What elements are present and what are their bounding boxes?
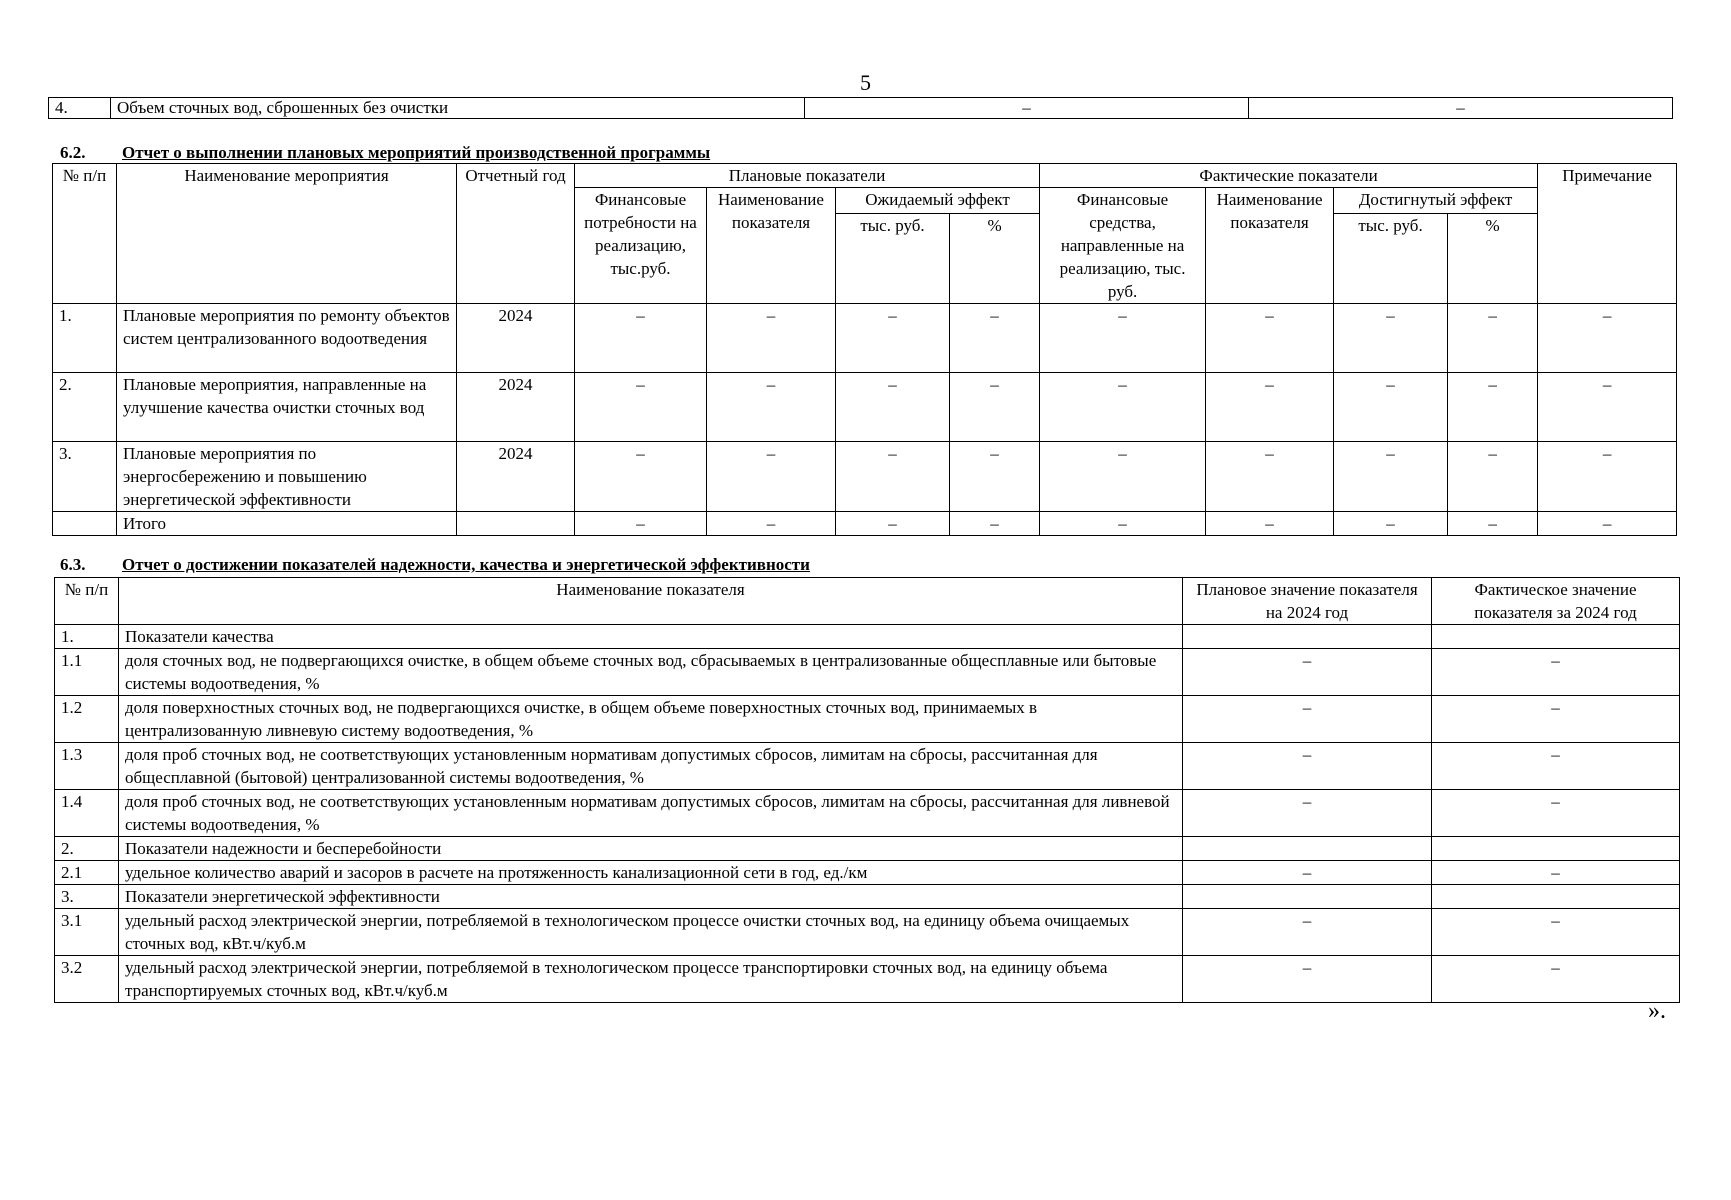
row-fact: – xyxy=(1432,649,1680,696)
row-name: Плановые мероприятия по энергосбережению и повышению энергетической эффективности xyxy=(117,442,457,512)
table-row xyxy=(55,649,1680,696)
row-value: – xyxy=(707,512,836,536)
measures-table xyxy=(52,163,1677,536)
header-plan-effect: Ожидаемый эффект xyxy=(836,188,1040,214)
row-value: – xyxy=(1334,304,1448,373)
row-value: – xyxy=(1334,373,1448,442)
row-value: – xyxy=(707,373,836,442)
row-value: – xyxy=(1334,512,1448,536)
row-value: – xyxy=(950,442,1040,512)
row-num: 2. xyxy=(55,837,119,861)
row-value: – xyxy=(1040,512,1206,536)
header-fact: Фактическое значение показателя за 2024 год xyxy=(1432,578,1680,625)
header-act-rub: тыс. руб. xyxy=(1334,214,1448,304)
row-fact: – xyxy=(1432,861,1680,885)
header-plan-fin: Финансовые потребности на реализацию, тыс.руб. xyxy=(575,188,707,304)
row-year: 2024 xyxy=(457,304,575,373)
row-value: – xyxy=(1538,442,1677,512)
row-year: 2024 xyxy=(457,442,575,512)
row-plan xyxy=(1183,885,1432,909)
section-number: 6.3. xyxy=(60,555,86,574)
table-row xyxy=(53,304,1677,373)
row-plan xyxy=(1183,837,1432,861)
section-title-text: Отчет о выполнении плановых мероприятий производственной программы xyxy=(122,143,711,162)
row-year xyxy=(457,512,575,536)
row-value: – xyxy=(805,98,1249,119)
row-value: – xyxy=(1040,373,1206,442)
header-note: Примечание xyxy=(1538,164,1677,304)
table-row xyxy=(55,885,1680,909)
row-value: – xyxy=(1538,304,1677,373)
row-value: – xyxy=(1538,373,1677,442)
row-value: – xyxy=(1538,512,1677,536)
row-num: 1. xyxy=(55,625,119,649)
header-act-pct: % xyxy=(1448,214,1538,304)
row-value: – xyxy=(1448,512,1538,536)
header-num: № п/п xyxy=(53,164,117,304)
row-plan: – xyxy=(1183,956,1432,1003)
row-value: – xyxy=(950,304,1040,373)
row-plan: – xyxy=(1183,790,1432,837)
row-fact xyxy=(1432,837,1680,861)
table-row xyxy=(55,696,1680,743)
table-row xyxy=(55,861,1680,885)
header-act-indicator: Наименование показателя xyxy=(1206,188,1334,304)
row-value: – xyxy=(836,304,950,373)
row-name: Показатели надежности и бесперебойности xyxy=(119,837,1183,861)
header-num: № п/п xyxy=(55,578,119,625)
indicators-table xyxy=(54,577,1680,1003)
row-value: – xyxy=(1334,442,1448,512)
table-row xyxy=(55,909,1680,956)
row-value: – xyxy=(575,373,707,442)
row-value: – xyxy=(1206,512,1334,536)
table-total-row xyxy=(53,512,1677,536)
section-6-2-title xyxy=(60,143,710,163)
row-name: Объем сточных вод, сброшенных без очистки xyxy=(111,98,805,119)
row-fact: – xyxy=(1432,743,1680,790)
row-name: Плановые мероприятия, направленные на улучшение качества очистки сточных вод xyxy=(117,373,457,442)
row-fact: – xyxy=(1432,956,1680,1003)
closing-quote: ». xyxy=(1648,998,1666,1024)
header-year: Отчетный год xyxy=(457,164,575,304)
table-row xyxy=(55,837,1680,861)
row-value: – xyxy=(836,373,950,442)
row-num: 3. xyxy=(53,442,117,512)
row-name: удельный расход электрической энергии, потребляемой в технологическом процессе очистки сточных вод, на единицу объема очищаемых сточных вод, кВт.ч/куб.м xyxy=(119,909,1183,956)
row-value: – xyxy=(1206,442,1334,512)
row-name: доля сточных вод, не подвергающихся очистке, в общем объеме сточных вод, сбрасываемых в централизованные общесплавные или бытовые системы водоотведения, % xyxy=(119,649,1183,696)
row-value: – xyxy=(575,442,707,512)
row-value: – xyxy=(1448,373,1538,442)
row-num: 1.2 xyxy=(55,696,119,743)
row-fact xyxy=(1432,625,1680,649)
table-row xyxy=(53,373,1677,442)
header-plan-pct: % xyxy=(950,214,1040,304)
row-name: Плановые мероприятия по ремонту объектов систем централизованного водоотведения xyxy=(117,304,457,373)
row-num: 1.1 xyxy=(55,649,119,696)
row-value: – xyxy=(707,304,836,373)
row-plan xyxy=(1183,625,1432,649)
row-num: 1. xyxy=(53,304,117,373)
header-act-effect: Достигнутый эффект xyxy=(1334,188,1538,214)
row-value: – xyxy=(575,512,707,536)
row-num: 3.1 xyxy=(55,909,119,956)
row-plan: – xyxy=(1183,861,1432,885)
row-fact: – xyxy=(1432,696,1680,743)
row-value: – xyxy=(836,442,950,512)
section-number: 6.2. xyxy=(60,143,86,162)
row-plan: – xyxy=(1183,909,1432,956)
row-num: 2.1 xyxy=(55,861,119,885)
row-value: – xyxy=(1206,373,1334,442)
row-value: – xyxy=(950,512,1040,536)
row-num: 1.3 xyxy=(55,743,119,790)
row-num: 1.4 xyxy=(55,790,119,837)
row-value: – xyxy=(1249,98,1673,119)
page-number: 5 xyxy=(860,70,871,95)
row-plan: – xyxy=(1183,649,1432,696)
header-row xyxy=(53,164,1677,188)
header-name: Наименование мероприятия xyxy=(117,164,457,304)
section-6-3-title xyxy=(60,555,810,575)
row-fact xyxy=(1432,885,1680,909)
row-fact: – xyxy=(1432,790,1680,837)
row-value: – xyxy=(1206,304,1334,373)
section-title-text: Отчет о достижении показателей надежности, качества и энергетической эффективности xyxy=(122,555,810,574)
row-value: – xyxy=(707,442,836,512)
row-value: – xyxy=(1448,442,1538,512)
top-table xyxy=(48,97,1673,119)
row-num: 3.2 xyxy=(55,956,119,1003)
row-num xyxy=(53,512,117,536)
header-plan-indicator: Наименование показателя xyxy=(707,188,836,304)
row-year: 2024 xyxy=(457,373,575,442)
table-row xyxy=(55,790,1680,837)
header-act-fin: Финансовые средства, направленные на реализацию, тыс. руб. xyxy=(1040,188,1206,304)
row-num: 4. xyxy=(49,98,111,119)
table-row xyxy=(55,956,1680,1003)
row-name: Итого xyxy=(117,512,457,536)
row-name: Показатели качества xyxy=(119,625,1183,649)
row-value: – xyxy=(950,373,1040,442)
table-row xyxy=(55,743,1680,790)
row-num: 2. xyxy=(53,373,117,442)
table-row xyxy=(49,98,1673,119)
header-plan: Плановое значение показателя на 2024 год xyxy=(1183,578,1432,625)
header-plan-rub: тыс. руб. xyxy=(836,214,950,304)
row-name: доля поверхностных сточных вод, не подвергающихся очистке, в общем объеме поверхностных сточных вод, принимаемых в централизованную ливневую систему водоотведения, % xyxy=(119,696,1183,743)
row-name: Показатели энергетической эффективности xyxy=(119,885,1183,909)
header-planned: Плановые показатели xyxy=(575,164,1040,188)
header-row xyxy=(55,578,1680,625)
row-name: удельное количество аварий и засоров в расчете на протяженность канализационной сети в год, ед./км xyxy=(119,861,1183,885)
row-value: – xyxy=(1040,442,1206,512)
row-plan: – xyxy=(1183,696,1432,743)
row-value: – xyxy=(1448,304,1538,373)
row-name: доля проб сточных вод, не соответствующих установленным нормативам допустимых сбросов, лимитам на сбросы, рассчитанная для общесплавной (бытовой) централизованной системы водоотведения, % xyxy=(119,743,1183,790)
row-value: – xyxy=(836,512,950,536)
row-value: – xyxy=(1040,304,1206,373)
row-fact: – xyxy=(1432,909,1680,956)
row-plan: – xyxy=(1183,743,1432,790)
row-name: удельный расход электрической энергии, потребляемой в технологическом процессе транспортировки сточных вод, на единицу объема транспортируемых сточных вод, кВт.ч/куб.м xyxy=(119,956,1183,1003)
table-row xyxy=(53,442,1677,512)
row-name: доля проб сточных вод, не соответствующих установленным нормативам допустимых сбросов, лимитам на сбросы, рассчитанная для ливневой системы водоотведения, % xyxy=(119,790,1183,837)
row-num: 3. xyxy=(55,885,119,909)
header-actual: Фактические показатели xyxy=(1040,164,1538,188)
header-name: Наименование показателя xyxy=(119,578,1183,625)
row-value: – xyxy=(575,304,707,373)
table-row xyxy=(55,625,1680,649)
